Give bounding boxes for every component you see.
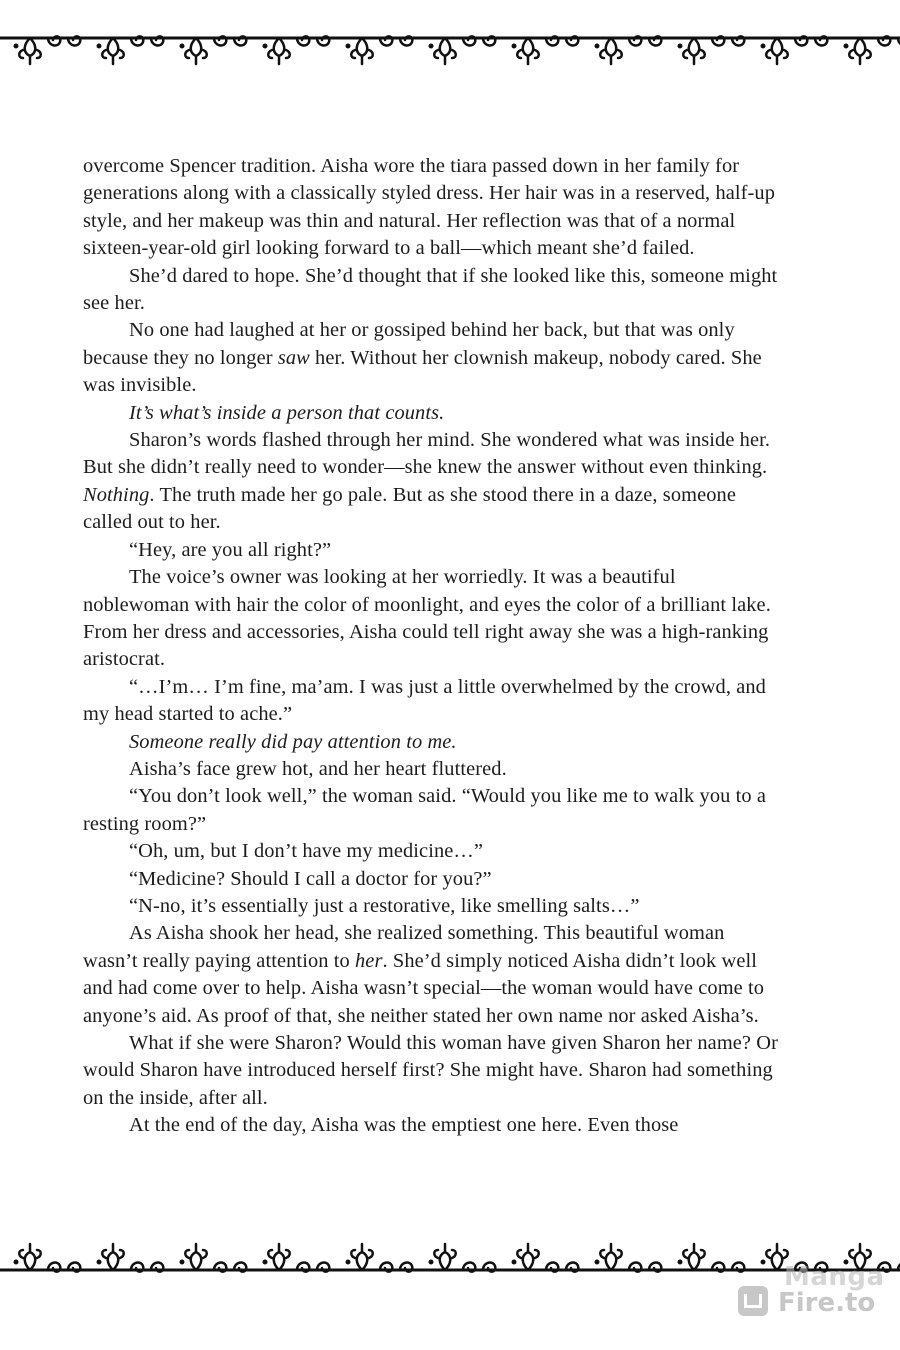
italic-text: her (355, 949, 383, 972)
text-run: her. Without her clownish makeup, nobody cared. She was invisible. (83, 346, 762, 397)
text-run: “Oh, um, but I don’t have my medicine…” (129, 840, 484, 863)
page-text (83, 153, 783, 1140)
watermark-line-2: Fire.to (778, 1288, 876, 1318)
text-run: . The truth made her go pale. But as she stood there in a daze, someone called out to her. (83, 483, 736, 534)
text-run: What if she were Sharon? Would this woman have given Sharon her name? Or would Sharon have introduced herself first? She might have. Sharon had something on the inside, after all. (83, 1032, 778, 1109)
paragraph (83, 153, 783, 263)
text-run: . She’d simply noticed Aisha didn’t look well and had come over to help. Aisha wasn’t special—the woman would have come to anyone’s aid. As proof of that, she neither stated her own name nor asked Aisha’s. (83, 949, 765, 1027)
top-ornamental-border (0, 22, 900, 70)
paragraph (83, 1030, 783, 1112)
text-run: “You don’t look well,” the woman said. “Would you like me to walk you to a resting room?” (83, 785, 767, 835)
paragraph (83, 263, 783, 318)
italic-text: saw (277, 346, 310, 369)
text-run: “N-no, it’s essentially just a restorative, like smelling salts…” (129, 894, 640, 917)
text-run: “Medicine? Should I call a doctor for you?” (129, 867, 492, 890)
paragraph (83, 729, 783, 756)
paragraph (83, 674, 783, 729)
italic-text: Someone really did pay attention to me. (129, 730, 457, 753)
paragraph (83, 400, 783, 427)
paragraph (83, 564, 783, 674)
site-watermark (738, 1262, 888, 1322)
watermark-line-1: Manga (784, 1262, 885, 1292)
text-run: As Aisha shook her head, she realized something. This beautiful woman wasn’t really paying attention to (83, 922, 725, 972)
text-run: “…I’m… I’m fine, ma’am. I was just a little overwhelmed by the crowd, and my head started to ache.” (83, 675, 766, 726)
paragraph (83, 427, 783, 537)
text-run: She’d dared to hope. She’d thought that if she looked like this, someone might see her. (83, 264, 778, 315)
paragraph (83, 317, 783, 399)
paragraph (83, 783, 783, 838)
text-run: “Hey, are you all right?” (129, 538, 332, 561)
paragraph (83, 920, 783, 1030)
italic-text: It’s what’s inside a person that counts. (129, 401, 445, 424)
text-run: Sharon’s words flashed through her mind. She wondered what was inside her. But she didn’t really need to wonder—she knew the answer without even thinking. (83, 429, 771, 479)
paragraph (83, 537, 783, 564)
paragraph (83, 866, 783, 893)
paragraph (83, 838, 783, 865)
italic-text: Nothing (83, 483, 150, 506)
text-run: At the end of the day, Aisha was the emptiest one here. Even those (129, 1114, 679, 1137)
text-run: The voice’s owner was looking at her worriedly. It was a beautiful noblewoman with hair the color of moonlight, and eyes the color of a brilliant lake. From her dress and accessories, Aisha could tell right away she was a high-ranking aristocrat. (83, 566, 771, 671)
text-run: Aisha’s face grew hot, and her heart fluttered. (129, 757, 507, 780)
paragraph (83, 756, 783, 783)
paragraph (83, 1112, 783, 1139)
text-run: No one had laughed at her or gossiped behind her back, but that was only because they no longer (83, 319, 735, 369)
watermark-logo-icon (738, 1286, 768, 1316)
text-run: overcome Spencer tradition. Aisha wore the tiara passed down in her family for generations along with a classically styled dress. Her hair was in a reserved, half-up style, and her makeup was thin and natural. Her reflection was that of a normal sixteen-year-old girl looking forward to a ball—which meant she’d failed. (83, 155, 776, 260)
paragraph (83, 893, 783, 920)
